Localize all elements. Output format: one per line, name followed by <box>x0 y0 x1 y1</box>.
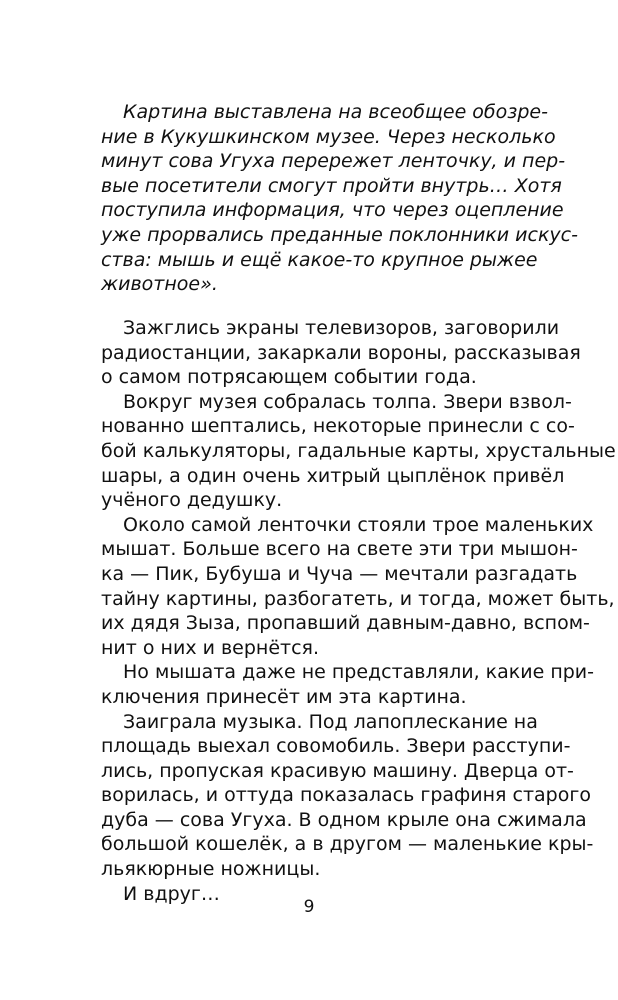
body-line: И вдруг… <box>123 882 220 905</box>
body-line: нованно шептались, некоторые принесли с со- <box>101 415 575 438</box>
page-number: 9 <box>303 897 315 917</box>
quote-line: животное». <box>101 273 218 296</box>
body-line: Но мышата даже не представляли, какие при- <box>123 661 595 684</box>
quote-line: поступила информация, что через оцепление <box>101 199 564 222</box>
body-line: льякюрные ножницы. <box>101 858 321 881</box>
body-line: Около самой ленточки стояли трое маленьких <box>123 513 594 536</box>
body-line: ключения принесёт им эта картина. <box>101 685 467 708</box>
body-line: бой калькуляторы, гадальные карты, хрустальные <box>101 439 616 462</box>
body-line: Заиграла музыка. Под лапоплескание на <box>123 710 538 733</box>
quote-line: минут сова Угуха перережет ленточку, и пер- <box>101 150 566 173</box>
italic-quote-block <box>101 100 578 297</box>
body-line: радиостанции, закаркали вороны, рассказывая <box>101 341 581 364</box>
body-line: Зажглись экраны телевизоров, заговорили <box>123 317 560 339</box>
body-line: лись, пропуская красивую машину. Дверца от- <box>101 759 574 782</box>
body-line: тайну картины, разбогатеть, и тогда, может быть, <box>101 587 615 610</box>
body-line: большой кошелёк, а в другом — маленькие кры- <box>101 833 594 856</box>
quote-line: уже прорвались преданные поклонники искус- <box>101 223 578 246</box>
body-line: мышат. Больше всего на свете эти три мышон- <box>101 538 578 561</box>
body-line: Вокруг музея собралась толпа. Звери взвол- <box>123 390 572 413</box>
quote-line: ства: мышь и ещё какое-то крупное рыжее <box>101 248 538 271</box>
body-text <box>101 316 616 906</box>
body-line: площадь выехал совомобиль. Звери расступи- <box>101 735 571 758</box>
body-line: их дядя Зыза, пропавший давным-давно, вспом- <box>101 612 590 635</box>
body-line: ворилась, и оттуда показалась графиня старого <box>101 784 591 807</box>
body-line: ка — Пик, Бубуша и Чуча — мечтали разгадать <box>101 562 578 585</box>
body-line: дуба — сова Угуха. В одном крыле она сжимала <box>101 808 587 831</box>
quote-line: вые посетители смогут пройти внутрь… Хотя <box>101 174 562 197</box>
body-line: шары, а один очень хитрый цыплёнок привёл <box>101 464 565 487</box>
quote-line: Картина выставлена на всеобщее обозре- <box>123 101 548 123</box>
body-line: нит о них и вернётся. <box>101 636 320 659</box>
body-line: о самом потрясающем событии года. <box>101 366 477 389</box>
quote-line: ние в Кукушкинском музее. Через несколько <box>101 125 556 148</box>
body-line: учёного дедушку. <box>101 489 283 512</box>
